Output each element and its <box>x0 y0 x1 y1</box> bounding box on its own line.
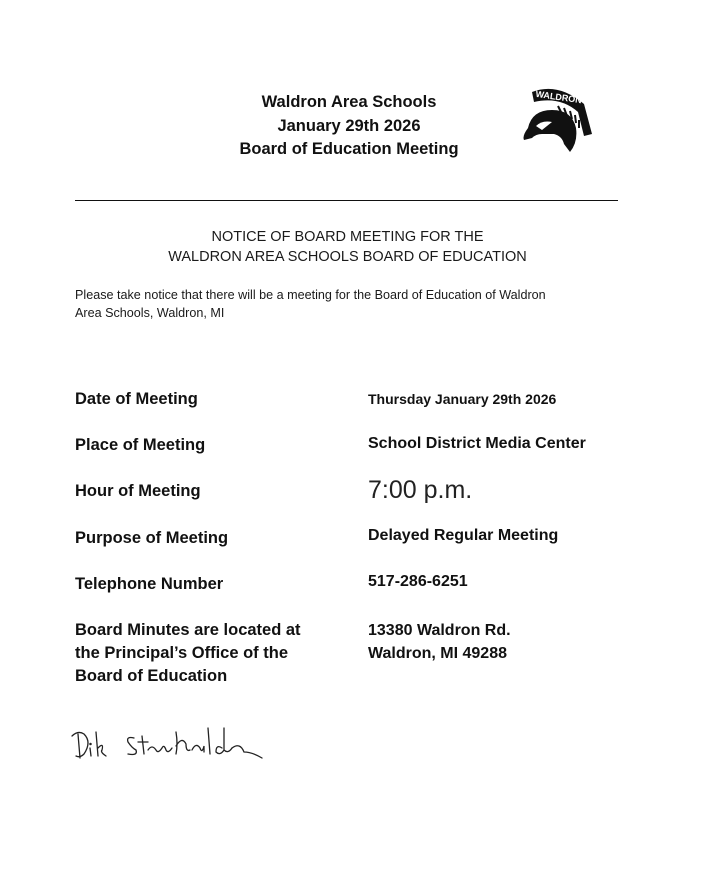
header-divider <box>75 200 618 201</box>
board-minutes-location-label <box>75 619 301 688</box>
board-minutes-address <box>368 619 511 665</box>
notice-title <box>75 227 620 267</box>
notice-title-line: NOTICE OF BOARD MEETING FOR THE <box>211 229 484 245</box>
telephone-number-value: 517-286-6251 <box>368 573 468 590</box>
hour-of-meeting-label: Hour of Meeting <box>75 482 201 500</box>
date-of-meeting-label: Date of Meeting <box>75 390 198 408</box>
notice-title-line: WALDRON AREA SCHOOLS BOARD OF EDUCATION <box>168 249 527 265</box>
label-line: Board Minutes are located at <box>75 621 301 639</box>
hour-of-meeting-value: 7:00 p.m. <box>368 476 473 504</box>
label-line: Board of Education <box>75 667 228 685</box>
handwritten-signature-icon <box>68 722 268 770</box>
purpose-of-meeting-value: Delayed Regular Meeting <box>368 527 559 544</box>
svg-text:WALDRON: WALDRON <box>534 88 583 106</box>
meeting-date-heading: January 29th 2026 <box>277 116 421 135</box>
date-of-meeting-value: Thursday January 29th 2026 <box>368 391 557 407</box>
spartan-helmet-logo-icon <box>518 84 594 156</box>
place-of-meeting-value: School District Media Center <box>368 435 586 452</box>
label-line: the Principal’s Office of the <box>75 644 289 662</box>
intro-line: Please take notice that there will be a meeting for the Board of Education of Waldron <box>75 288 546 302</box>
notice-intro <box>75 286 620 322</box>
meeting-title-heading: Board of Education Meeting <box>239 140 459 158</box>
school-name: Waldron Area Schools <box>261 93 437 111</box>
document-header <box>200 91 498 162</box>
address-line: 13380 Waldron Rd. <box>368 622 511 639</box>
address-line: Waldron, MI 49288 <box>368 645 507 662</box>
place-of-meeting-label: Place of Meeting <box>75 436 206 454</box>
purpose-of-meeting-label: Purpose of Meeting <box>75 529 229 547</box>
telephone-number-label: Telephone Number <box>75 575 224 593</box>
intro-line: Area Schools, Waldron, MI <box>75 306 225 320</box>
